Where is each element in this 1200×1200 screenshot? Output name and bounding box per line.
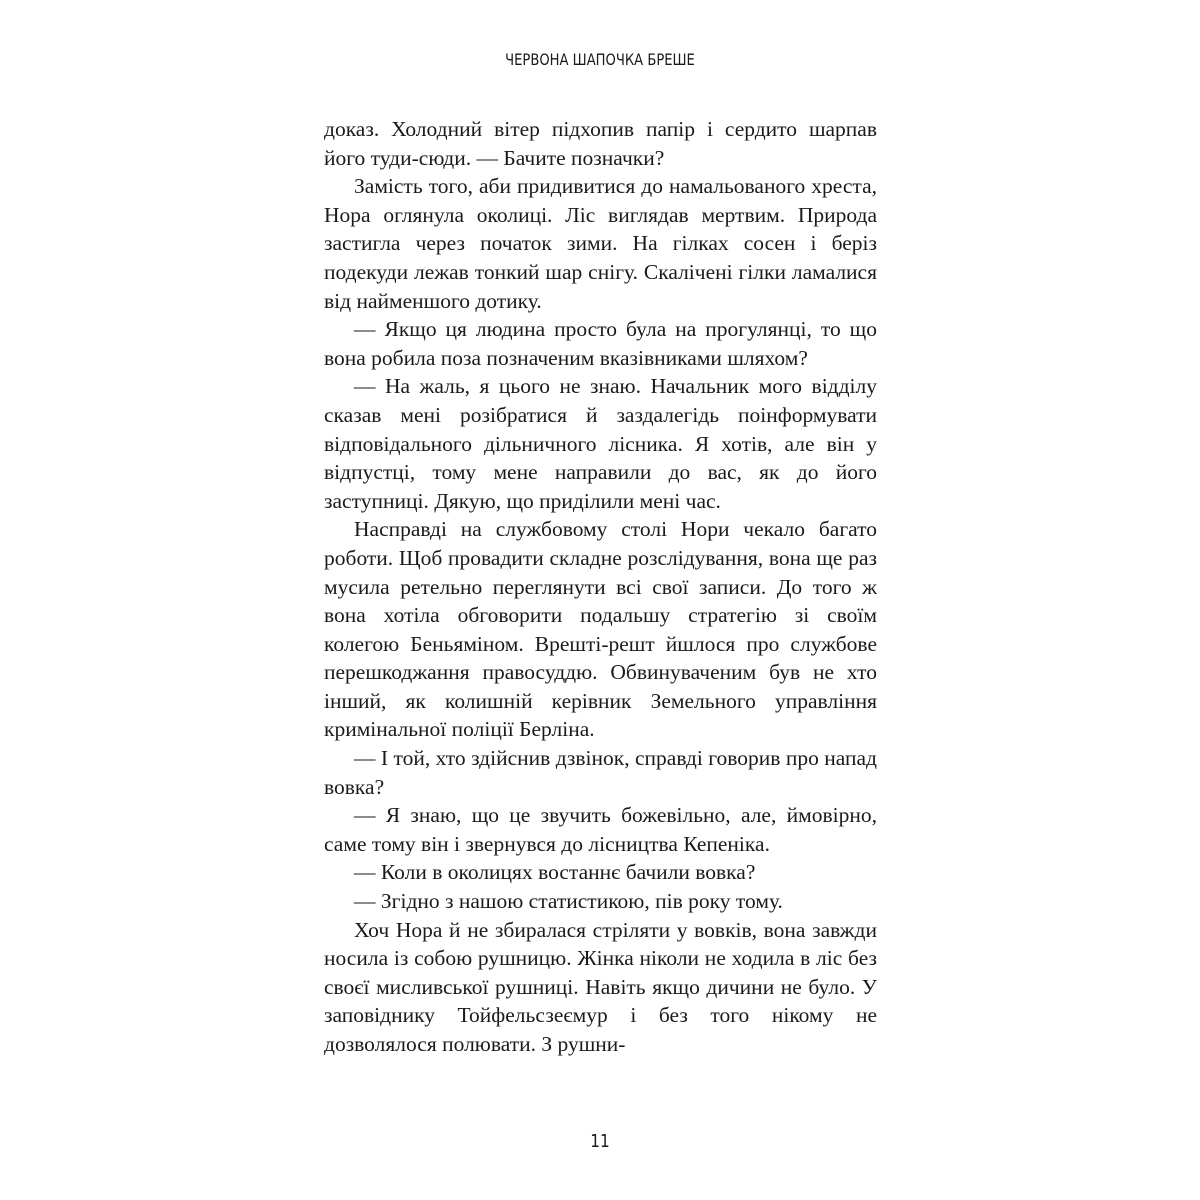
paragraph: — На жаль, я цього не знаю. Начальник мого відділу сказав мені розібратися й заздалегідь поінформувати відповідального дільничного лісника. Я хотів, але він у відпустці, тому мене направили до вас, як до його заступниці. Дякую, що приділили мені час. — [324, 374, 877, 513]
running-head: ЧЕРВОНА ШАПОЧКА БРЕШЕ — [505, 50, 695, 69]
body-text — [324, 115, 877, 1059]
paragraph: Хоч Нора й не збиралася стріляти у вовків, вона завжди носила із собою рушницю. Жінка ніколи не ходила в ліс без своєї мисливської рушниці. Навіть якщо дичини не було. У заповіднику Тойфельсзеємур і без того нікому не дозволялося полювати. З рушни- — [324, 917, 877, 1056]
paragraph: — Я знаю, що це звучить божевільно, але, ймовірно, саме тому він і звернувся до лісництва Кепеніка. — [324, 803, 877, 856]
paragraph: — Якщо ця людина просто була на прогулянці, то що вона робила поза позначеним вказівниками шляхом? — [324, 317, 877, 370]
paragraph: доказ. Холодний вітер підхопив папір і сердито шарпав його туди-сюди. — Бачите позначки? — [324, 117, 877, 170]
paragraph: — І той, хто здійснив дзвінок, справді говорив про напад вовка? — [324, 746, 877, 799]
paragraph: — Коли в околицях востаннє бачили вовка? — [354, 860, 756, 885]
paragraph: Замість того, аби придивитися до намальованого хреста, Нора оглянула околиці. Ліс виглядав мертвим. Природа застигла через початок зими. На гілках сосен і беріз подекуди лежав тонкий шар снігу. Скалічені гілки ламалися від найменшого дотику. — [324, 174, 877, 313]
page-number: 11 — [590, 1131, 610, 1152]
paragraph: — Згідно з нашою статистикою, пів року тому. — [354, 889, 783, 914]
paragraph: Насправді на службовому столі Нори чекало багато роботи. Щоб провадити складне розслідування, вона ще раз мусила ретельно переглянути всі свої записи. До того ж вона хотіла обговорити подальшу стратегію зі своїм колегою Беньяміном. Врешті-решт йшлося про службове перешкоджання правосуддю. Обвинуваченим був не хто інший, як колишній керівник Земельного управління кримінальної поліції Берліна. — [324, 517, 877, 742]
